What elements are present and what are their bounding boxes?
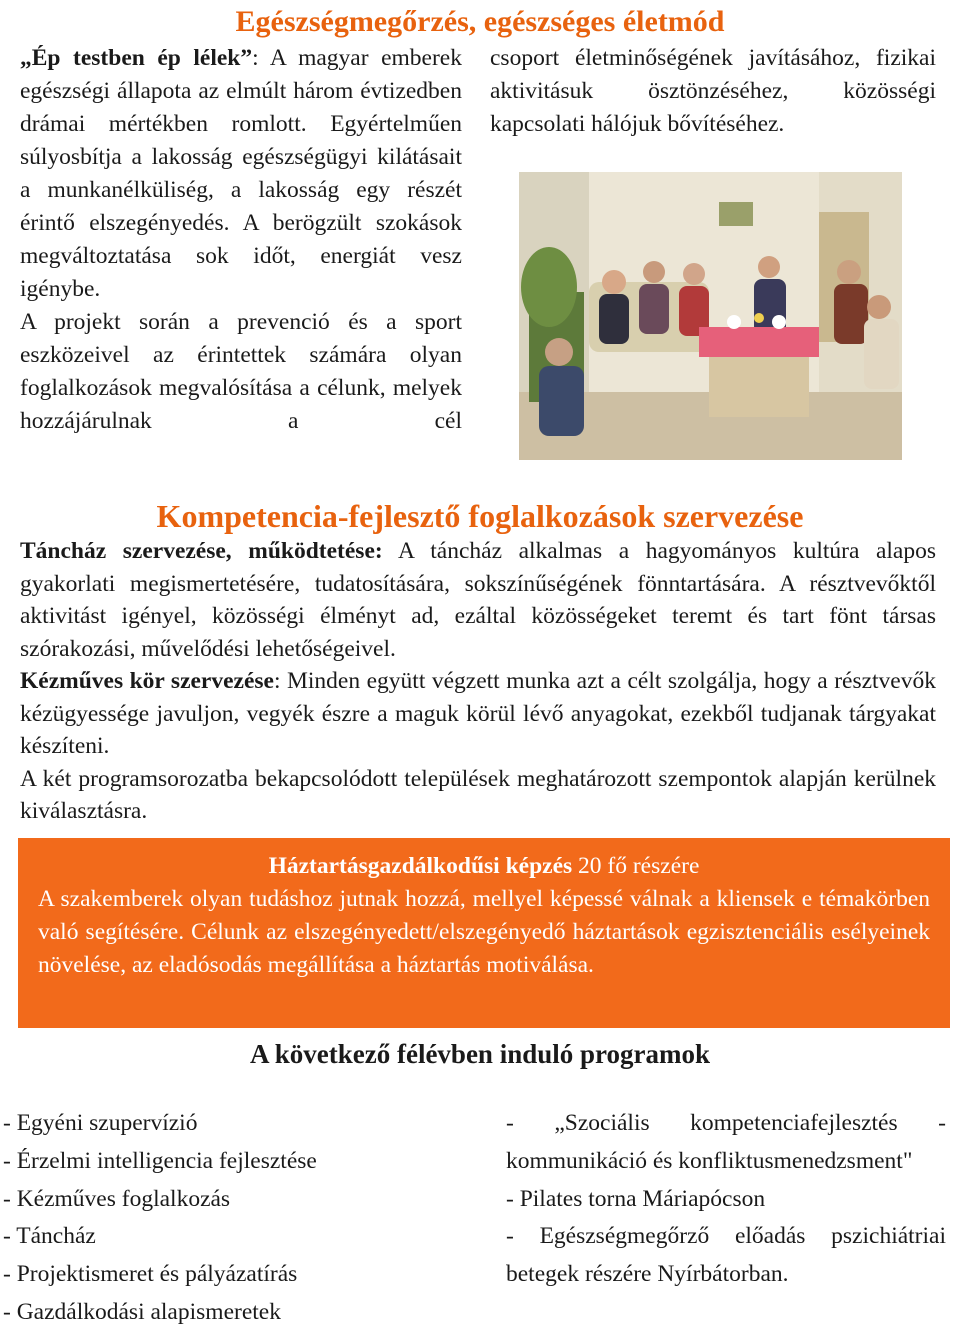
section-title-competence: Kompetencia-fejlesztő foglalkozások szervezése bbox=[156, 498, 804, 534]
intro-column-left bbox=[20, 42, 462, 438]
tanchaz-text: A táncház alkalmas a hagyományos kultúra alapos gyakorlati megismertetésére, tudatosítására, sokszínűségének fönntartására. A résztvevőktől aktivitást igényel, közösségi élményt ad, ezáltal közösségeket teremt és tart fönt társas szórakozási, művelődési lehetőségeivel. bbox=[20, 538, 936, 662]
intro-lead: „Ép testben ép lélek” bbox=[20, 45, 253, 71]
project-paragraph-cont: csoport életminőségének javításához, fizikai aktivitásuk ösztönzéséhez, közösségi kapcsolati hálójuk bővítéséhez. bbox=[490, 45, 936, 137]
box-title-bold: Háztartásgazdálkodűsi képzés bbox=[268, 853, 573, 879]
intro-text-2: Egyértelműen súlyosbítja a lakosság egészségügyi kilátásait a munkanélküliség, a lakosság egy részét érintő elszegényedés. A berögzült szokások megváltoztatása sok időt, energiát vesz igénybe. bbox=[20, 111, 462, 302]
tanchaz-label: Táncház szervezése, működtetése: bbox=[20, 538, 383, 564]
list-item: - Projektismeret és pályázatírás bbox=[3, 1261, 298, 1288]
list-item: - Táncház bbox=[3, 1223, 96, 1250]
section-title-health: Egészségmegőrzés, egészséges életmód bbox=[235, 5, 725, 38]
group-photo bbox=[519, 172, 902, 460]
intro-column-right bbox=[490, 42, 936, 141]
list-item: - Gazdálkodási alapismeretek bbox=[3, 1298, 281, 1325]
kezmuves-label: Kézműves kör szervezése bbox=[20, 668, 274, 694]
list-item: - Pilates torna Máriapócson bbox=[506, 1185, 766, 1212]
intro-paragraph bbox=[20, 42, 462, 306]
box-text: A szakemberek olyan tudáshoz jutnak hozzá, mellyel képessé válnak a kliensek e témakörben való segítésére. Célunk az elszegényedett/elszegényedő háztartások egzisztenciális esélyeinek növelése, az eladósodás megállítása a háztartás motiválása. bbox=[38, 886, 930, 978]
tanchaz-paragraph bbox=[20, 535, 936, 665]
kezmuves-paragraph bbox=[20, 665, 936, 763]
competence-text bbox=[20, 535, 936, 828]
box-title bbox=[38, 850, 930, 883]
box-title-rest: 20 fő részére bbox=[572, 853, 700, 879]
list-item: - „Szociális kompetenciafejlesztés - kommunikáció és konfliktusmenedzsment" bbox=[506, 1110, 946, 1174]
project-paragraph: A projekt során a prevenció és a sport eszközeivel az érintettek számára olyan foglalkozások megvalósítása a célunk, melyek hozzájárulnak a cél bbox=[20, 309, 462, 434]
intro-text-1: : A magyar emberek egészségi állapota az elmúlt három évtizedben drámai mértékben romlott. bbox=[20, 45, 462, 137]
list-item: - Egészségmegőrző előadás pszichiátriai betegek részére Nyírbátorban. bbox=[506, 1223, 946, 1288]
programs-list-left bbox=[3, 1105, 473, 1332]
kezmuves-text: : Minden együtt végzett munka azt a célt szolgálja, hogy a résztvevők kézügyessége javuljon, vegyék észre a maguk körül lévő anyagokat, ezekből tudjanak tárgyakat készíteni. bbox=[20, 668, 936, 759]
household-training-box bbox=[18, 838, 950, 1028]
list-item: - Kézműves foglalkozás bbox=[3, 1185, 231, 1212]
programs-list-right bbox=[506, 1105, 946, 1294]
programs-title: A következő félévben induló programok bbox=[249, 1039, 710, 1069]
selection-paragraph: A két programsorozatba bekapcsolódott települések meghatározott szempontok alapján kerülnek kiválasztásra. bbox=[20, 765, 936, 824]
list-item: - Érzelmi intelligencia fejlesztése bbox=[3, 1147, 317, 1174]
list-item: - Egyéni szupervízió bbox=[3, 1110, 198, 1136]
